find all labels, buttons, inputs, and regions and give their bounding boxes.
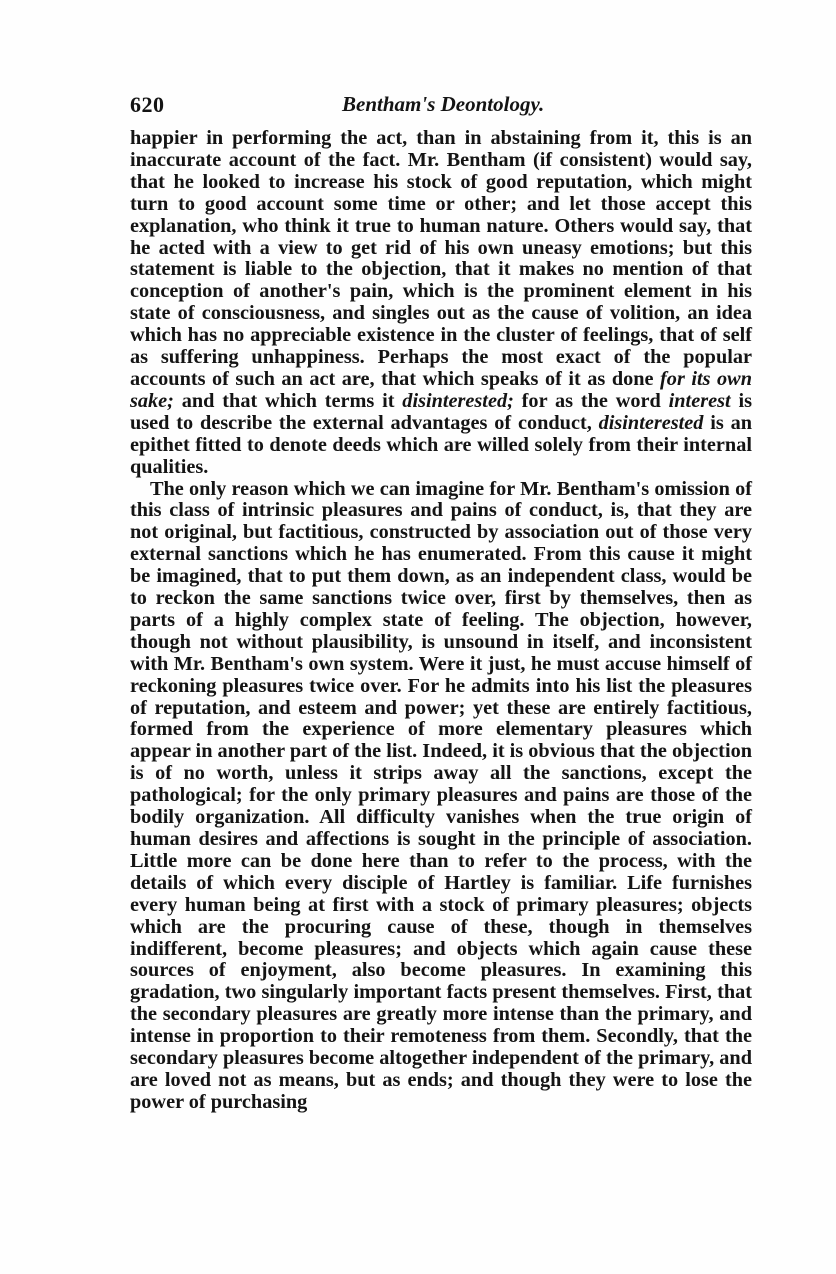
text-run: is an epithet fitted to denote deeds which are willed solely from their internal qualities. [130,411,752,478]
italic-phrase: disinterested; [402,389,514,412]
text-run: happier in performing the act, than in abstaining from it, this is an inaccurate account of the fact. Mr. Bentham (if consistent) would say, that he looked to increase his stock of good reputation, which might turn to good account some time or other; and let those accept this explanation, who think it true to human nature. Others would say, that he acted with a view to get rid of his own uneasy emotions; but this statement is liable to the objection, that it makes no mention of that conception of another's pain, which is the prominent element in his state of consciousness, and singles out as the cause of volition, an idea which has no appreciable existence in the cluster of feelings, that of self as suffering unhappiness. Perhaps the most exact of the popular accounts of such an act are, that which speaks of it as done [130,127,752,390]
text-run: and that which terms it [173,389,403,412]
paragraph-2: The only reason which we can imagine for Mr. Bentham's omission of this class of intrinsic pleasures and pains of conduct, is, that they are not original, but factitious, constructed by association out of those very external sanctions which he has enumerated. From this cause it might be imagined, that to put them down, as an independent class, would be to reckon the same sanctions twice over, first by themselves, then as parts of a highly complex state of feeling. The objection, however, though not without plausibility, is unsound in itself, and inconsistent with Mr. Bentham's own system. Were it just, he must accuse himself of reckoning pleasures twice over. For he admits into his list the pleasures of reputation, and esteem and power; yet these are entirely factitious, formed from the experience of more elementary pleasures which appear in another part of the list. Indeed, it is obvious that the objection is of no worth, unless it strips away all the sanctions, except the pathological; for the only primary pleasures and pains are those of the bodily organization. All difficulty vanishes when the true origin of human desires and affections is sought in the principle of association. Little more can be done here than to refer to the process, with the details of which every disciple of Hartley is familiar. Life furnishes every human being at first with a stock of primary pleasures; objects which are the procuring cause of these, though in themselves indifferent, become pleasures; and objects which again cause these sources of enjoyment, also become pleasures. In examining this gradation, two singularly important facts present themselves. First, that the secondary pleasures are greatly more intense than the primary, and intense in proportion to their remoteness from them. Secondly, that the secondary pleasures become altogether independent of the primary, and are loved not as means, but as ends; and though they were to lose the power of purchasing [130,477,752,1113]
page-number: 620 [130,92,165,117]
italic-phrase: interest [668,389,731,412]
italic-phrase: for its own sake; [130,367,752,412]
running-title: Bentham's Deontology. [342,92,545,116]
page-header [130,92,762,120]
paragraph-1 [130,128,752,479]
text-run: is used to describe the external advantages of conduct, [130,389,752,434]
body-text [130,128,752,1114]
italic-phrase: disinterested [598,411,704,434]
text-run: for as the word [513,389,669,412]
